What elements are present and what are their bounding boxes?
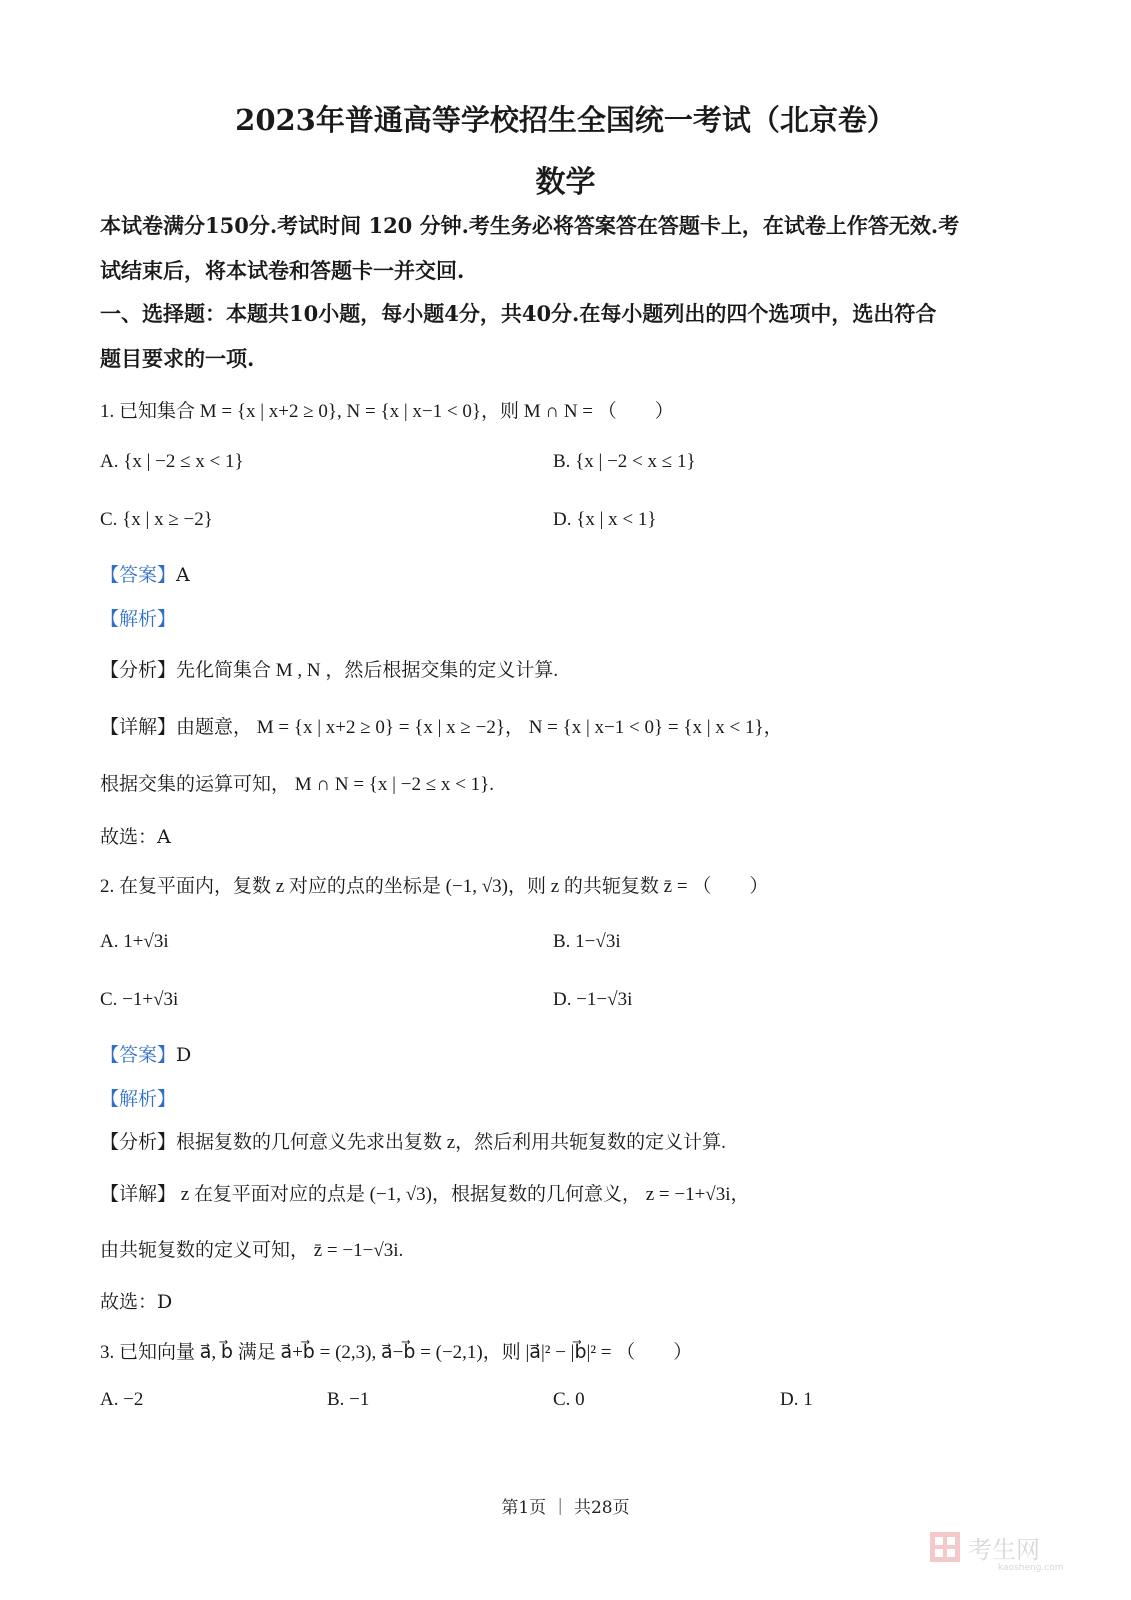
q2-choose: 故选：D (100, 1291, 173, 1313)
q2-fenxi: 【分析】根据复数的几何意义先求出复数 z，然后利用共轭复数的定义计算. (100, 1132, 726, 1153)
q1-answer: A (176, 564, 190, 586)
q1-option-a: A. {x | −2 ≤ x < 1} (100, 451, 244, 472)
q2-stem: 2. 在复平面内，复数 z 对应的点的坐标是 (−1, √3)，则 z 的共轭复数 z̄ = （ ） (100, 876, 769, 897)
kaosheng-logo-icon (930, 1528, 1110, 1572)
q1-answer-row (100, 560, 190, 587)
q3-option-d: D. 1 (780, 1389, 813, 1410)
q2-answer: D (176, 1044, 192, 1066)
intro-line-2: 试结束后，将本试卷和答题卡一并交回. (100, 258, 465, 283)
q2-option-b: B. 1−√3i (553, 931, 621, 952)
q1-fenxi: 【分析】先化简集合 M , N ，然后根据交集的定义计算. (100, 660, 559, 681)
q1-option-d: D. {x | x < 1} (553, 509, 657, 530)
q2-xiangjie-2: 由共轭复数的定义可知， z̄ = −1−√3i. (100, 1240, 404, 1261)
q1-xiangjie: 【详解】由题意， M = {x | x+2 ≥ 0} = {x | x ≥ −2}， N = {x | x−1 < 0} = {x | x < 1}， (100, 717, 783, 738)
q1-analysis-tag: 【解析】 (100, 608, 177, 630)
q3-option-b: B. −1 (327, 1389, 370, 1410)
intro-line-1: 本试卷满分150分.考试时间 120 分钟.考生务必将答案答在答题卡上，在试卷上作答无效.考 (100, 213, 960, 238)
q1-choose: 故选：A (100, 826, 171, 848)
q1-option-c: C. {x | x ≥ −2} (100, 509, 213, 530)
exam-title: 2023年普通高等学校招生全国统一考试（北京卷） (235, 103, 896, 137)
q2-answer-tag: 【答案】 (100, 1044, 177, 1066)
q2-analysis-tag: 【解析】 (100, 1088, 177, 1110)
q1-option-b: B. {x | −2 < x ≤ 1} (553, 451, 696, 472)
q2-option-a: A. 1+√3i (100, 931, 169, 952)
q2-answer-row (100, 1040, 191, 1067)
q2-option-d: D. −1−√3i (553, 989, 633, 1010)
subject-title: 数学 (535, 165, 596, 200)
q3-option-c: C. 0 (553, 1389, 585, 1410)
section-heading-line-1: 一、选择题：本题共10小题，每小题4分，共40分.在每小题列出的四个选项中，选出符合 (100, 301, 937, 326)
q3-stem: 3. 已知向量 a⃗, b⃗ 满足 a⃗+b⃗ = (2,3), a⃗−b⃗ = (−2,1)，则 |a⃗|² − |b⃗|² = （ ） (100, 1342, 693, 1363)
logo-text: 考生网 (968, 1536, 1040, 1564)
q3-option-a: A. −2 (100, 1389, 144, 1410)
q2-xiangjie: 【详解】 z 在复平面对应的点是 (−1, √3)，根据复数的几何意义， z = −1+√3i， (100, 1184, 750, 1205)
page-footer: 第1页 ｜ 共28页 (501, 1498, 630, 1518)
logo-url: kaosheng.com (998, 1563, 1064, 1572)
q1-stem: 1. 已知集合 M = {x | x+2 ≥ 0}, N = {x | x−1 < 0}，则 M ∩ N = （ ） (100, 401, 674, 422)
q1-xiangjie-2: 根据交集的运算可知， M ∩ N = {x | −2 ≤ x < 1}. (100, 774, 494, 795)
section-heading-line-2: 题目要求的一项. (100, 346, 255, 371)
q1-answer-tag: 【答案】 (100, 564, 177, 586)
kaosheng-logo (930, 1528, 1110, 1572)
q2-option-c: C. −1+√3i (100, 989, 179, 1010)
